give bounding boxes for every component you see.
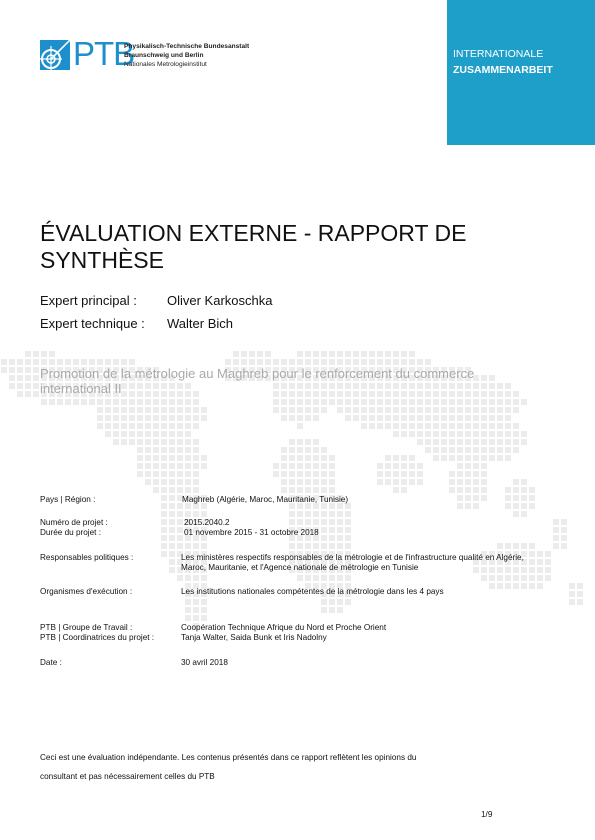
duration-value: 01 novembre 2015 - 31 octobre 2018: [184, 528, 319, 537]
expert-technique-label: Expert technique :: [40, 316, 145, 331]
executing-label: Organismes d'exécution :: [40, 587, 133, 596]
date-value: 30 avril 2018: [181, 658, 228, 667]
banner-line-1: INTERNATIONALE: [453, 48, 544, 60]
work-group-label: PTB | Groupe de Travail :: [40, 623, 133, 632]
country-label: Pays | Région :: [40, 495, 96, 504]
expert-technique-name: Walter Bich: [167, 316, 233, 331]
project-title: Promotion de la métrologie au Maghreb pour le renforcement du commerce international II: [40, 366, 475, 396]
international-cooperation-banner: [447, 0, 595, 145]
country-value: Maghreb (Algérie, Maroc, Mauritanie, Tunisie): [182, 495, 349, 504]
project-number-label: Numéro de projet :: [40, 518, 108, 527]
banner-line-2: ZUSAMMENARBEIT: [453, 64, 553, 76]
ptb-logo-text: PTB: [73, 35, 135, 72]
executing-value: Les institutions nationales compétentes de la métrologie dans les 4 pays: [181, 587, 444, 596]
institute-subtitle: Nationales Metrologieinstitut: [124, 61, 207, 68]
coordinators-value: Tanja Walter, Saida Bunk et Iris Nadolny: [181, 633, 327, 642]
expert-principal-name: Oliver Karkoschka: [167, 293, 273, 308]
institute-name: Physikalisch-Technische Bundesanstalt: [124, 43, 250, 50]
political-value: Les ministères respectifs responsables de la métrologie et de l'infrastructure qualité en Algérie, Maroc, Mauritanie, et l'Agence nationale de métrologie en Tunisie: [181, 553, 524, 572]
duration-label: Durée du projet :: [40, 528, 101, 537]
coordinators-label: PTB | Coordinatrices du projet :: [40, 633, 155, 642]
work-group-value: Coopération Technique Afrique du Nord et Proche Orient: [181, 623, 387, 632]
political-label: Responsables politiques :: [40, 553, 134, 562]
date-label: Date :: [40, 658, 62, 667]
disclaimer-line-2: consultant et pas nécessairement celles du PTB: [40, 772, 215, 781]
project-number-value: 2015.2040.2: [184, 518, 230, 527]
report-title: ÉVALUATION EXTERNE - RAPPORT DE SYNTHÈSE: [40, 220, 467, 273]
page-number: 1/9: [481, 810, 493, 819]
institute-location: Braunschweig und Berlin: [124, 52, 204, 59]
disclaimer-line-1: Ceci est une évaluation indépendante. Les contenus présentés dans ce rapport reflètent les opinions du: [40, 753, 417, 762]
expert-principal-label: Expert principal :: [40, 293, 137, 308]
ptb-logo-icon: [40, 40, 70, 70]
